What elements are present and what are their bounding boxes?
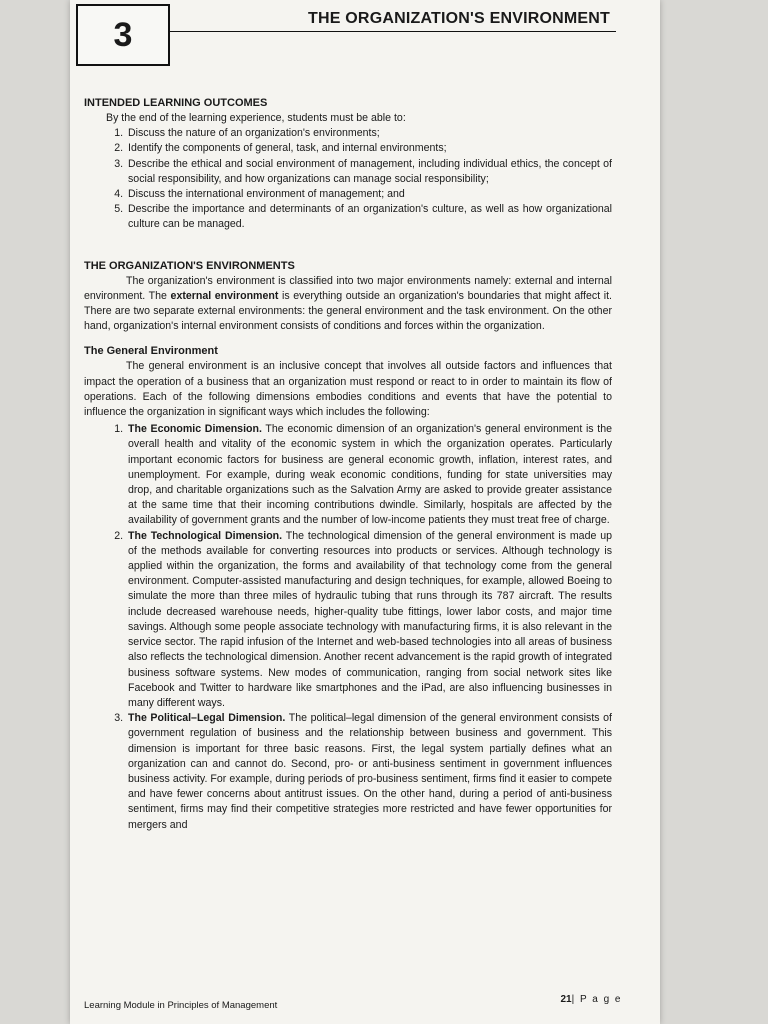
environments-heading: THE ORGANIZATION'S ENVIRONMENTS bbox=[84, 259, 295, 272]
chapter-title: THE ORGANIZATION'S ENVIRONMENT bbox=[308, 10, 610, 27]
dimensions-list bbox=[84, 422, 612, 832]
dimension-text: The economic dimension of an organization's general environment is the overall health and vitality of the economic system in which the organization operates. Particularly important economic factors for business are general economic growth, inflation, interest rates, and unemployment. For example, during weak economic conditions, funding for state universities may drop, and charitable organizations such as the Salvation Army are asked to provide greater assistance at the same time that their incoming contributions dwindle. Similarly, hospitals are affected by the availability of government grants and the number of low-income patients they must treat free of charge. bbox=[128, 423, 612, 527]
chapter-number-box bbox=[76, 4, 170, 66]
page-number: 21 bbox=[560, 994, 572, 1005]
outcomes-heading: INTENDED LEARNING OUTCOMES bbox=[84, 97, 268, 109]
dimension-item-economic bbox=[126, 422, 612, 528]
outcome-item: 1. Discuss the nature of an organization's environments; bbox=[126, 126, 612, 141]
title-rule bbox=[168, 31, 616, 32]
outcome-item: 3. Describe the ethical and social environment of management, including individual ethics, the concept of social responsibility, and how organizations can manage social responsibility; bbox=[126, 157, 612, 187]
environments-paragraph bbox=[84, 274, 612, 335]
outcome-item: 2. Identify the components of general, task, and internal environments; bbox=[126, 141, 612, 156]
dimension-term: The Economic Dimension. bbox=[128, 423, 262, 436]
document-page bbox=[70, 0, 660, 1024]
dimension-text: The technological dimension of the general environment is made up of the methods available for converting resources into products or services. Although technology is applied within the organization, the forms and availability of that technology come from the general environment. Computer-assisted manufacturing and design techniques, for example, allowed Boeing to simulate the more than three miles of hydraulic tubing that runs through its 787 aircraft. The results include decreased warehouse needs, higher-quality tube fittings, lower labor costs, and major time savings. Although some people associate technology with manufacturing firms, it is also relevant in the service sector. The rapid infusion of the Internet and web-based technologies into all areas of business also reflects the technological dimension. Another recent advancement is the rapid growth of integrated business software systems. New modes of communication, ranging from social network sites like Facebook and Twitter to hardware like smartphones and the iPad, are also influencing businesses in many different ways. bbox=[128, 529, 612, 709]
external-environment-term: external environment bbox=[170, 289, 279, 302]
dimension-item-political-legal bbox=[126, 711, 612, 833]
dimension-text: The political–legal dimension of the general environment consists of government regulation of business and the relationship between business and government. This dimension is important for three basic reasons. First, the legal system partially defines what an organization can and cannot do. Second, pro- or anti-business sentiment in government influences business activity. For example, during periods of pro-business sentiment, firms find it easier to compete and have fewer concerns about antitrust issues. On the other hand, during a period of anti-business sentiment, firms may find their competitive strategies more restricted and have fewer opportunities for mergers and bbox=[128, 712, 613, 831]
outcomes-list bbox=[84, 126, 612, 232]
page-label: | P a g e bbox=[571, 994, 622, 1005]
footer-module-title: Learning Module in Principles of Management bbox=[84, 1000, 278, 1011]
chapter-number: 3 bbox=[113, 15, 133, 54]
general-environment-paragraph: The general environment is an inclusive concept that involves all outside factors and influences that impact the operation of a business that an organization must respond or react to in order to maintain its flow of operations. Each of the following dimensions embodies conditions and events that have the potential to influence the organization in significant ways which includes the following: bbox=[84, 360, 612, 419]
environments-text-end: is everything outside an organization's boundaries that might affect it. There are two separate external environments: the general environment and the task environment. On the other hand, organization's internal environment consists of conditions and forces within the organization. bbox=[84, 289, 612, 333]
dimension-item-technological bbox=[126, 529, 612, 711]
general-environment-heading: The General Environment bbox=[84, 345, 218, 358]
outcome-item: 4. Discuss the international environment of management; and bbox=[126, 187, 612, 202]
dimension-term: The Political–Legal Dimension. bbox=[128, 712, 286, 725]
outcome-item: 5. Describe the importance and determinants of an organization's culture, as well as how organizational culture can be managed. bbox=[126, 202, 612, 232]
page-content bbox=[84, 96, 612, 833]
footer-page-number bbox=[560, 994, 622, 1005]
environments-text-start: The organization's environment is classified into two major environments namely: external and internal environment. The bbox=[84, 274, 612, 302]
dimension-term: The Technological Dimension. bbox=[128, 529, 283, 542]
outcomes-intro: By the end of the learning experience, students must be able to: bbox=[106, 112, 406, 124]
